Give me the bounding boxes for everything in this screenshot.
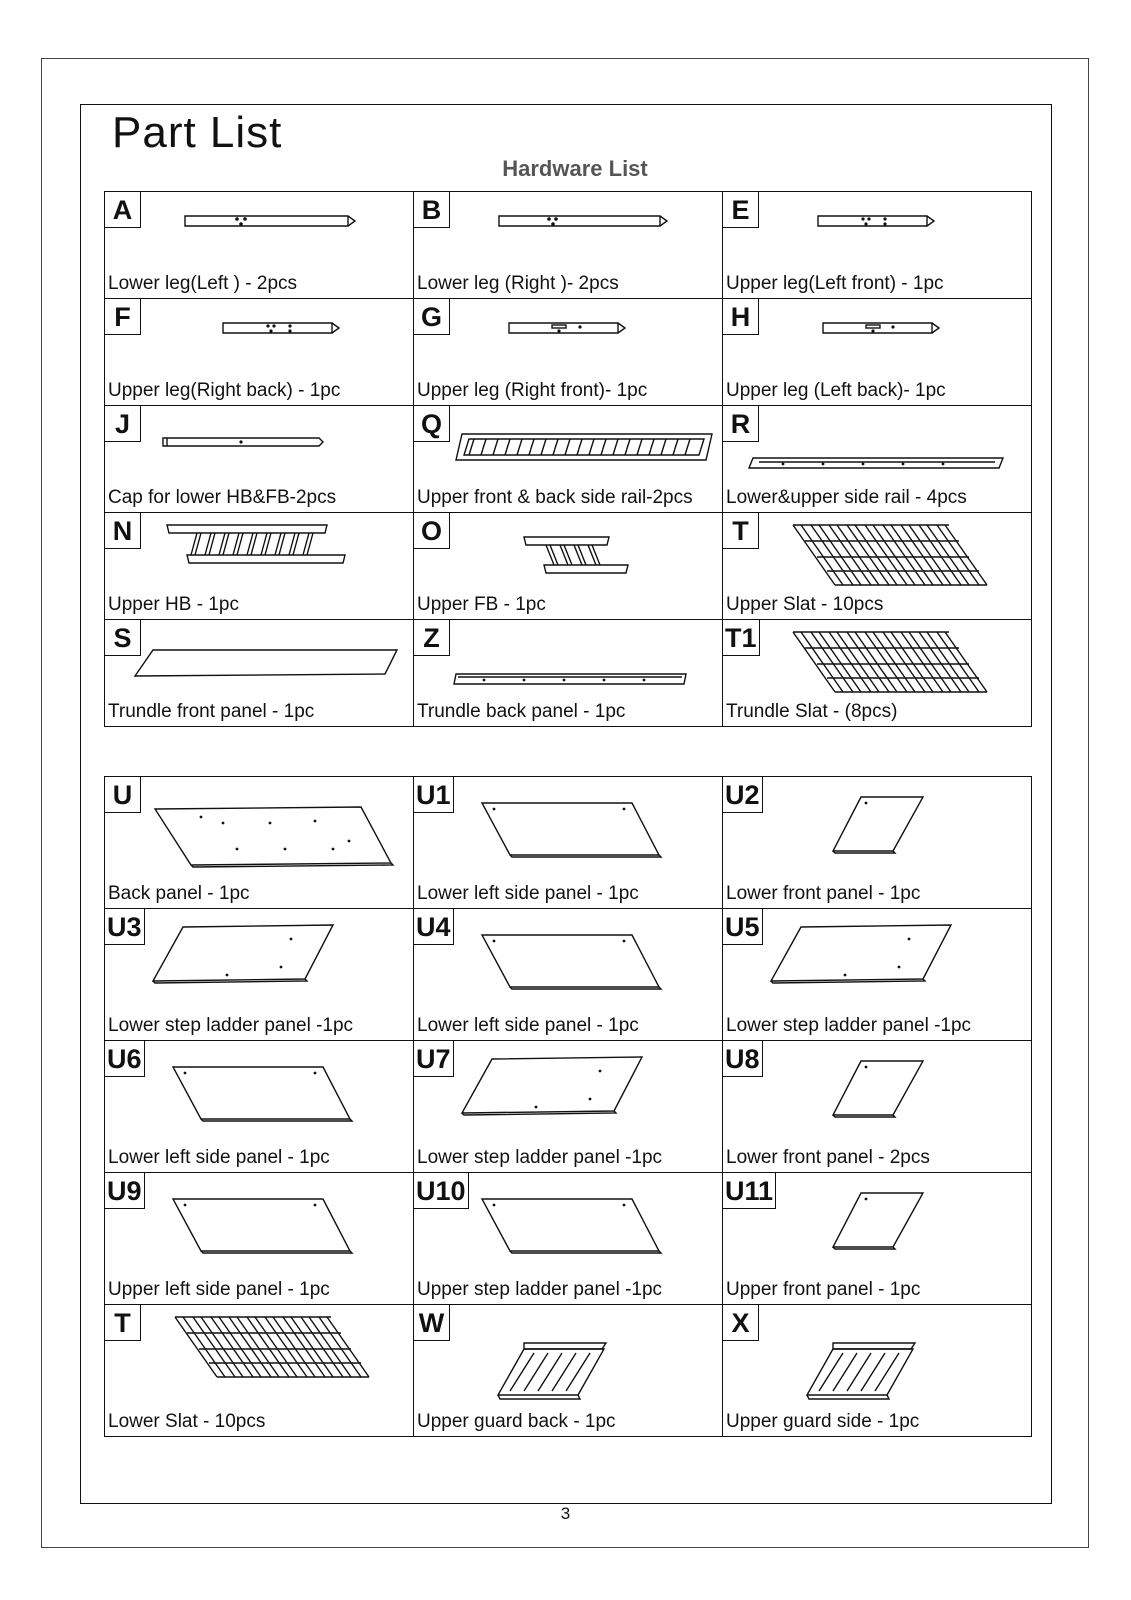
- part-label: Upper Slat - 10pcs: [726, 594, 884, 615]
- part-code: Q: [414, 406, 450, 442]
- part-label: Upper HB - 1pc: [108, 594, 239, 615]
- part-cell: [105, 513, 414, 620]
- part-label: Upper leg (Right front)- 1pc: [417, 380, 648, 401]
- part-code: B: [414, 192, 450, 228]
- part-code: S: [105, 620, 141, 656]
- part-cell: [414, 1041, 723, 1173]
- part-code: J: [105, 406, 141, 442]
- part-cell: [723, 909, 1032, 1041]
- part-label: Lower front panel - 1pc: [726, 883, 921, 904]
- part-cell: [414, 192, 723, 299]
- hardware-table: [104, 191, 1032, 727]
- part-label: Trundle back panel - 1pc: [417, 701, 626, 722]
- part-cell: [723, 620, 1032, 727]
- part-code: X: [723, 1305, 759, 1341]
- part-cell: [105, 299, 414, 406]
- part-label: Upper front & back side rail-2pcs: [417, 487, 693, 508]
- part-cell: [414, 909, 723, 1041]
- part-code: T: [105, 1305, 141, 1341]
- part-label: Upper leg (Left back)- 1pc: [726, 380, 946, 401]
- part-label: Lower left side panel - 1pc: [417, 1015, 639, 1036]
- section-title: Hardware List: [502, 156, 648, 181]
- part-label: Lower step ladder panel -1pc: [417, 1147, 663, 1168]
- part-label: Lower step ladder panel -1pc: [108, 1015, 354, 1036]
- part-label: Upper guard side - 1pc: [726, 1411, 920, 1432]
- part-label: Upper left side panel - 1pc: [108, 1279, 330, 1300]
- part-cell: [105, 1041, 414, 1173]
- part-code: G: [414, 299, 450, 335]
- part-code: U3: [105, 909, 145, 945]
- part-label: Lower leg(Left ) - 2pcs: [108, 273, 298, 294]
- part-label: Upper leg(Left front) - 1pc: [726, 273, 944, 294]
- part-code: U4: [414, 909, 454, 945]
- part-cell: [414, 620, 723, 727]
- part-cell: [723, 513, 1032, 620]
- part-code: F: [105, 299, 141, 335]
- part-cell: [723, 1173, 1032, 1305]
- part-cell: [723, 192, 1032, 299]
- part-code: U9: [105, 1173, 145, 1209]
- part-label: Trundle front panel - 1pc: [108, 701, 315, 722]
- part-cell: [723, 777, 1032, 909]
- part-cell: [414, 299, 723, 406]
- part-cell: [105, 1305, 414, 1437]
- part-cell: [723, 406, 1032, 513]
- part-code: U6: [105, 1041, 145, 1077]
- part-label: Back panel - 1pc: [108, 883, 250, 904]
- part-cell: [414, 777, 723, 909]
- part-cell: [105, 620, 414, 727]
- part-cell: [105, 406, 414, 513]
- part-label: Upper front panel - 1pc: [726, 1279, 921, 1300]
- part-cell: [105, 1173, 414, 1305]
- part-label: Upper FB - 1pc: [417, 594, 546, 615]
- part-cell: [414, 1173, 723, 1305]
- part-cell: [105, 192, 414, 299]
- page-number: 3: [560, 1504, 571, 1523]
- part-cell: [414, 1305, 723, 1437]
- part-cell: [723, 299, 1032, 406]
- part-cell: [105, 777, 414, 909]
- part-label: Cap for lower HB&FB-2pcs: [108, 487, 337, 508]
- part-code: W: [414, 1305, 450, 1341]
- part-label: Lower left side panel - 1pc: [108, 1147, 330, 1168]
- part-code: U5: [723, 909, 763, 945]
- part-label: Lower&upper side rail - 4pcs: [726, 487, 967, 508]
- panel-table: [104, 776, 1032, 1437]
- part-code: N: [105, 513, 141, 549]
- part-code: R: [723, 406, 759, 442]
- part-cell: [723, 1041, 1032, 1173]
- part-code: A: [105, 192, 141, 228]
- part-label: Lower step ladder panel -1pc: [726, 1015, 972, 1036]
- part-code: U1: [414, 777, 454, 813]
- part-label: Lower Slat - 10pcs: [108, 1411, 266, 1432]
- part-cell: [414, 513, 723, 620]
- page-title: Part List: [112, 108, 283, 157]
- part-code: U: [105, 777, 141, 813]
- part-code: U11: [723, 1173, 776, 1209]
- part-cell: [723, 1305, 1032, 1437]
- part-label: Lower front panel - 2pcs: [726, 1147, 930, 1168]
- part-label: Lower left side panel - 1pc: [417, 883, 639, 904]
- part-code: T1: [723, 620, 760, 656]
- part-code: U10: [414, 1173, 469, 1209]
- part-code: U8: [723, 1041, 763, 1077]
- part-cell: [105, 909, 414, 1041]
- part-label: Lower leg (Right )- 2pcs: [417, 273, 619, 294]
- part-label: Upper step ladder panel -1pc: [417, 1279, 663, 1300]
- part-code: O: [414, 513, 450, 549]
- part-code: E: [723, 192, 759, 228]
- part-code: Z: [414, 620, 450, 656]
- part-code: U2: [723, 777, 763, 813]
- part-label: Upper leg(Right back) - 1pc: [108, 380, 341, 401]
- part-code: H: [723, 299, 759, 335]
- part-cell: [414, 406, 723, 513]
- part-label: Upper guard back - 1pc: [417, 1411, 616, 1432]
- part-code: T: [723, 513, 759, 549]
- part-label: Trundle Slat - (8pcs): [726, 701, 898, 722]
- part-code: U7: [414, 1041, 454, 1077]
